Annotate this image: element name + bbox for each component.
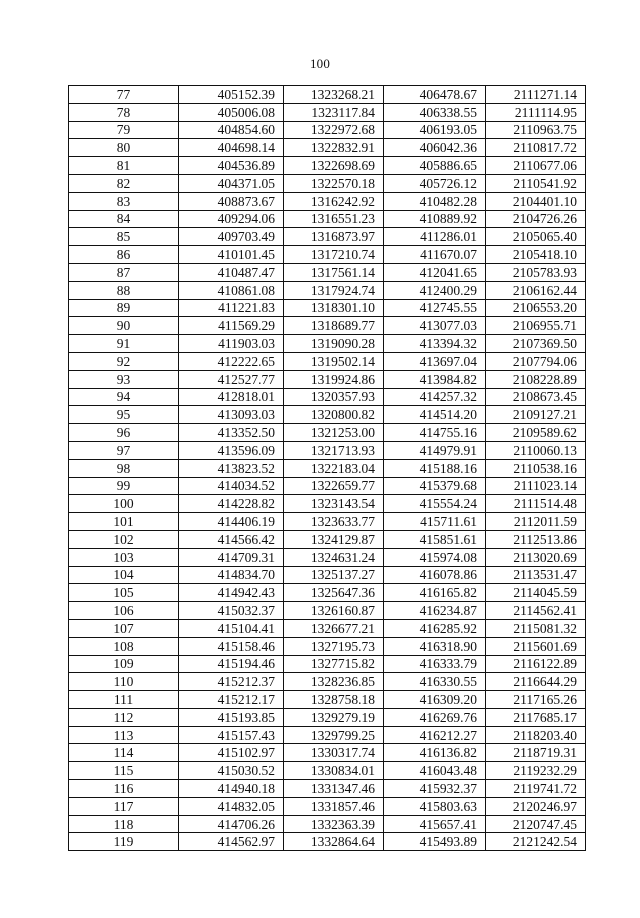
point-number-cell: 105 (69, 584, 179, 602)
y2-cell: 2115081.32 (486, 619, 586, 637)
y2-cell: 2104726.26 (486, 210, 586, 228)
point-number-cell: 107 (69, 619, 179, 637)
point-number-cell: 86 (69, 246, 179, 264)
table-row (69, 335, 586, 353)
table-row (69, 246, 586, 264)
table-row (69, 157, 586, 175)
y1-cell: 1327195.73 (284, 637, 384, 655)
table-row (69, 637, 586, 655)
y2-cell: 2111514.48 (486, 495, 586, 513)
x2-cell: 416043.48 (384, 762, 486, 780)
y2-cell: 2110677.06 (486, 157, 586, 175)
table-row (69, 619, 586, 637)
x2-cell: 415932.37 (384, 780, 486, 798)
table-row (69, 708, 586, 726)
point-number-cell: 102 (69, 530, 179, 548)
x1-cell: 414940.18 (179, 780, 284, 798)
y1-cell: 1329279.19 (284, 708, 384, 726)
y2-cell: 2108673.45 (486, 388, 586, 406)
y1-cell: 1316551.23 (284, 210, 384, 228)
point-number-cell: 110 (69, 673, 179, 691)
x2-cell: 413984.82 (384, 370, 486, 388)
table-row (69, 228, 586, 246)
x2-cell: 415493.89 (384, 833, 486, 851)
y1-cell: 1332864.64 (284, 833, 384, 851)
y2-cell: 2114045.59 (486, 584, 586, 602)
x1-cell: 414034.52 (179, 477, 284, 495)
point-number-cell: 82 (69, 174, 179, 192)
x2-cell: 414755.16 (384, 424, 486, 442)
y2-cell: 2105065.40 (486, 228, 586, 246)
x1-cell: 414942.43 (179, 584, 284, 602)
x1-cell: 414566.42 (179, 530, 284, 548)
y1-cell: 1322659.77 (284, 477, 384, 495)
point-number-cell: 80 (69, 139, 179, 157)
x2-cell: 406042.36 (384, 139, 486, 157)
y2-cell: 2115601.69 (486, 637, 586, 655)
x2-cell: 415974.08 (384, 548, 486, 566)
table-row (69, 477, 586, 495)
x1-cell: 415030.52 (179, 762, 284, 780)
x1-cell: 415212.37 (179, 673, 284, 691)
x1-cell: 409703.49 (179, 228, 284, 246)
table-row (69, 655, 586, 673)
point-number-cell: 93 (69, 370, 179, 388)
table-row (69, 726, 586, 744)
x2-cell: 414514.20 (384, 406, 486, 424)
x2-cell: 412745.55 (384, 299, 486, 317)
x2-cell: 410889.92 (384, 210, 486, 228)
x1-cell: 404698.14 (179, 139, 284, 157)
y1-cell: 1319090.28 (284, 335, 384, 353)
x2-cell: 415851.61 (384, 530, 486, 548)
x2-cell: 413394.32 (384, 335, 486, 353)
x1-cell: 415104.41 (179, 619, 284, 637)
table-row (69, 139, 586, 157)
point-number-cell: 88 (69, 281, 179, 299)
x1-cell: 415032.37 (179, 602, 284, 620)
table-row (69, 441, 586, 459)
table-row (69, 780, 586, 798)
x2-cell: 416285.92 (384, 619, 486, 637)
y1-cell: 1329799.25 (284, 726, 384, 744)
x2-cell: 416165.82 (384, 584, 486, 602)
y1-cell: 1319924.86 (284, 370, 384, 388)
point-number-cell: 118 (69, 815, 179, 833)
y1-cell: 1322832.91 (284, 139, 384, 157)
point-number-cell: 94 (69, 388, 179, 406)
table-row (69, 797, 586, 815)
point-number-cell: 100 (69, 495, 179, 513)
y2-cell: 2106955.71 (486, 317, 586, 335)
y1-cell: 1326160.87 (284, 602, 384, 620)
y2-cell: 2107794.06 (486, 352, 586, 370)
table-row (69, 370, 586, 388)
point-number-cell: 109 (69, 655, 179, 673)
y1-cell: 1323117.84 (284, 103, 384, 121)
y1-cell: 1318689.77 (284, 317, 384, 335)
y1-cell: 1325137.27 (284, 566, 384, 584)
table-row (69, 103, 586, 121)
x2-cell: 405726.12 (384, 174, 486, 192)
y1-cell: 1323633.77 (284, 513, 384, 531)
y1-cell: 1328236.85 (284, 673, 384, 691)
x2-cell: 416234.87 (384, 602, 486, 620)
coordinate-table (68, 85, 586, 851)
point-number-cell: 87 (69, 263, 179, 281)
y1-cell: 1325647.36 (284, 584, 384, 602)
y2-cell: 2105418.10 (486, 246, 586, 264)
y2-cell: 2105783.93 (486, 263, 586, 281)
y1-cell: 1322570.18 (284, 174, 384, 192)
x2-cell: 411670.07 (384, 246, 486, 264)
x2-cell: 413077.03 (384, 317, 486, 335)
x2-cell: 406193.05 (384, 121, 486, 139)
coordinate-table-body (69, 86, 586, 851)
x2-cell: 415711.61 (384, 513, 486, 531)
x1-cell: 415193.85 (179, 708, 284, 726)
x1-cell: 415194.46 (179, 655, 284, 673)
y2-cell: 2111114.95 (486, 103, 586, 121)
x2-cell: 416309.20 (384, 691, 486, 709)
table-row (69, 691, 586, 709)
x2-cell: 416333.79 (384, 655, 486, 673)
point-number-cell: 115 (69, 762, 179, 780)
y1-cell: 1324129.87 (284, 530, 384, 548)
point-number-cell: 114 (69, 744, 179, 762)
x1-cell: 405152.39 (179, 86, 284, 104)
table-row (69, 815, 586, 833)
x1-cell: 411221.83 (179, 299, 284, 317)
y2-cell: 2118203.40 (486, 726, 586, 744)
y2-cell: 2121242.54 (486, 833, 586, 851)
x1-cell: 414406.19 (179, 513, 284, 531)
y1-cell: 1330317.74 (284, 744, 384, 762)
y1-cell: 1331347.46 (284, 780, 384, 798)
y1-cell: 1332363.39 (284, 815, 384, 833)
point-number-cell: 85 (69, 228, 179, 246)
table-row (69, 352, 586, 370)
point-number-cell: 91 (69, 335, 179, 353)
point-number-cell: 77 (69, 86, 179, 104)
y2-cell: 2106553.20 (486, 299, 586, 317)
point-number-cell: 106 (69, 602, 179, 620)
y1-cell: 1317924.74 (284, 281, 384, 299)
y2-cell: 2114562.41 (486, 602, 586, 620)
y2-cell: 2107369.50 (486, 335, 586, 353)
point-number-cell: 119 (69, 833, 179, 851)
table-row (69, 388, 586, 406)
x2-cell: 415379.68 (384, 477, 486, 495)
point-number-cell: 96 (69, 424, 179, 442)
x1-cell: 414709.31 (179, 548, 284, 566)
y2-cell: 2111023.14 (486, 477, 586, 495)
y1-cell: 1316242.92 (284, 192, 384, 210)
table-row (69, 459, 586, 477)
y1-cell: 1320357.93 (284, 388, 384, 406)
y2-cell: 2112513.86 (486, 530, 586, 548)
y2-cell: 2117685.17 (486, 708, 586, 726)
table-row (69, 566, 586, 584)
y1-cell: 1317210.74 (284, 246, 384, 264)
point-number-cell: 112 (69, 708, 179, 726)
point-number-cell: 90 (69, 317, 179, 335)
x2-cell: 416269.76 (384, 708, 486, 726)
x1-cell: 415157.43 (179, 726, 284, 744)
point-number-cell: 111 (69, 691, 179, 709)
point-number-cell: 83 (69, 192, 179, 210)
x1-cell: 412222.65 (179, 352, 284, 370)
point-number-cell: 99 (69, 477, 179, 495)
y2-cell: 2117165.26 (486, 691, 586, 709)
y1-cell: 1320800.82 (284, 406, 384, 424)
table-row (69, 424, 586, 442)
y2-cell: 2116122.89 (486, 655, 586, 673)
table-row (69, 86, 586, 104)
x2-cell: 416330.55 (384, 673, 486, 691)
x1-cell: 415212.17 (179, 691, 284, 709)
y2-cell: 2108228.89 (486, 370, 586, 388)
y1-cell: 1323143.54 (284, 495, 384, 513)
x2-cell: 416078.86 (384, 566, 486, 584)
x1-cell: 415158.46 (179, 637, 284, 655)
table-row (69, 762, 586, 780)
point-number-cell: 117 (69, 797, 179, 815)
x1-cell: 414834.70 (179, 566, 284, 584)
x1-cell: 414562.97 (179, 833, 284, 851)
y1-cell: 1331857.46 (284, 797, 384, 815)
x1-cell: 412818.01 (179, 388, 284, 406)
y1-cell: 1326677.21 (284, 619, 384, 637)
table-row (69, 513, 586, 531)
x1-cell: 404854.60 (179, 121, 284, 139)
x1-cell: 411903.03 (179, 335, 284, 353)
x1-cell: 410101.45 (179, 246, 284, 264)
y2-cell: 2110541.92 (486, 174, 586, 192)
x1-cell: 414832.05 (179, 797, 284, 815)
table-row (69, 584, 586, 602)
y2-cell: 2111271.14 (486, 86, 586, 104)
x1-cell: 404536.89 (179, 157, 284, 175)
y1-cell: 1322183.04 (284, 459, 384, 477)
x2-cell: 415803.63 (384, 797, 486, 815)
x2-cell: 416318.90 (384, 637, 486, 655)
y2-cell: 2120747.45 (486, 815, 586, 833)
table-row (69, 317, 586, 335)
y2-cell: 2113531.47 (486, 566, 586, 584)
point-number-cell: 84 (69, 210, 179, 228)
y2-cell: 2112011.59 (486, 513, 586, 531)
x1-cell: 413596.09 (179, 441, 284, 459)
x1-cell: 411569.29 (179, 317, 284, 335)
x2-cell: 405886.65 (384, 157, 486, 175)
x2-cell: 411286.01 (384, 228, 486, 246)
x1-cell: 414706.26 (179, 815, 284, 833)
y1-cell: 1321713.93 (284, 441, 384, 459)
x2-cell: 416212.27 (384, 726, 486, 744)
x2-cell: 415188.16 (384, 459, 486, 477)
table-row (69, 174, 586, 192)
y1-cell: 1316873.97 (284, 228, 384, 246)
x2-cell: 415657.41 (384, 815, 486, 833)
x2-cell: 412041.65 (384, 263, 486, 281)
point-number-cell: 92 (69, 352, 179, 370)
table-row (69, 673, 586, 691)
y1-cell: 1319502.14 (284, 352, 384, 370)
y1-cell: 1318301.10 (284, 299, 384, 317)
y2-cell: 2110963.75 (486, 121, 586, 139)
x1-cell: 410861.08 (179, 281, 284, 299)
table-row (69, 192, 586, 210)
table-row (69, 406, 586, 424)
x2-cell: 406338.55 (384, 103, 486, 121)
x2-cell: 410482.28 (384, 192, 486, 210)
table-row (69, 602, 586, 620)
x2-cell: 416136.82 (384, 744, 486, 762)
point-number-cell: 113 (69, 726, 179, 744)
x2-cell: 412400.29 (384, 281, 486, 299)
y1-cell: 1321253.00 (284, 424, 384, 442)
table-row (69, 299, 586, 317)
y1-cell: 1328758.18 (284, 691, 384, 709)
x1-cell: 413093.03 (179, 406, 284, 424)
x1-cell: 410487.47 (179, 263, 284, 281)
y2-cell: 2110817.72 (486, 139, 586, 157)
table-row (69, 833, 586, 851)
x1-cell: 404371.05 (179, 174, 284, 192)
x1-cell: 414228.82 (179, 495, 284, 513)
x2-cell: 413697.04 (384, 352, 486, 370)
table-row (69, 210, 586, 228)
x1-cell: 409294.06 (179, 210, 284, 228)
table-row (69, 548, 586, 566)
y1-cell: 1323268.21 (284, 86, 384, 104)
point-number-cell: 79 (69, 121, 179, 139)
y2-cell: 2109127.21 (486, 406, 586, 424)
x1-cell: 405006.08 (179, 103, 284, 121)
point-number-cell: 78 (69, 103, 179, 121)
point-number-cell: 104 (69, 566, 179, 584)
y1-cell: 1327715.82 (284, 655, 384, 673)
x1-cell: 413352.50 (179, 424, 284, 442)
y1-cell: 1322972.68 (284, 121, 384, 139)
x1-cell: 415102.97 (179, 744, 284, 762)
table-row (69, 530, 586, 548)
x2-cell: 406478.67 (384, 86, 486, 104)
table-row (69, 281, 586, 299)
y2-cell: 2113020.69 (486, 548, 586, 566)
y2-cell: 2119232.29 (486, 762, 586, 780)
point-number-cell: 89 (69, 299, 179, 317)
point-number-cell: 101 (69, 513, 179, 531)
point-number-cell: 103 (69, 548, 179, 566)
y2-cell: 2109589.62 (486, 424, 586, 442)
x2-cell: 414979.91 (384, 441, 486, 459)
x2-cell: 415554.24 (384, 495, 486, 513)
y2-cell: 2106162.44 (486, 281, 586, 299)
point-number-cell: 97 (69, 441, 179, 459)
table-row (69, 744, 586, 762)
y2-cell: 2118719.31 (486, 744, 586, 762)
point-number-cell: 81 (69, 157, 179, 175)
y1-cell: 1317561.14 (284, 263, 384, 281)
y2-cell: 2110060.13 (486, 441, 586, 459)
point-number-cell: 108 (69, 637, 179, 655)
x2-cell: 414257.32 (384, 388, 486, 406)
y1-cell: 1330834.01 (284, 762, 384, 780)
y1-cell: 1324631.24 (284, 548, 384, 566)
point-number-cell: 95 (69, 406, 179, 424)
x1-cell: 408873.67 (179, 192, 284, 210)
table-row (69, 495, 586, 513)
table-row (69, 263, 586, 281)
y2-cell: 2120246.97 (486, 797, 586, 815)
y2-cell: 2119741.72 (486, 780, 586, 798)
y2-cell: 2110538.16 (486, 459, 586, 477)
point-number-cell: 98 (69, 459, 179, 477)
point-number-cell: 116 (69, 780, 179, 798)
x1-cell: 412527.77 (179, 370, 284, 388)
y1-cell: 1322698.69 (284, 157, 384, 175)
page-number: 100 (309, 56, 331, 71)
x1-cell: 413823.52 (179, 459, 284, 477)
y2-cell: 2104401.10 (486, 192, 586, 210)
table-row (69, 121, 586, 139)
y2-cell: 2116644.29 (486, 673, 586, 691)
